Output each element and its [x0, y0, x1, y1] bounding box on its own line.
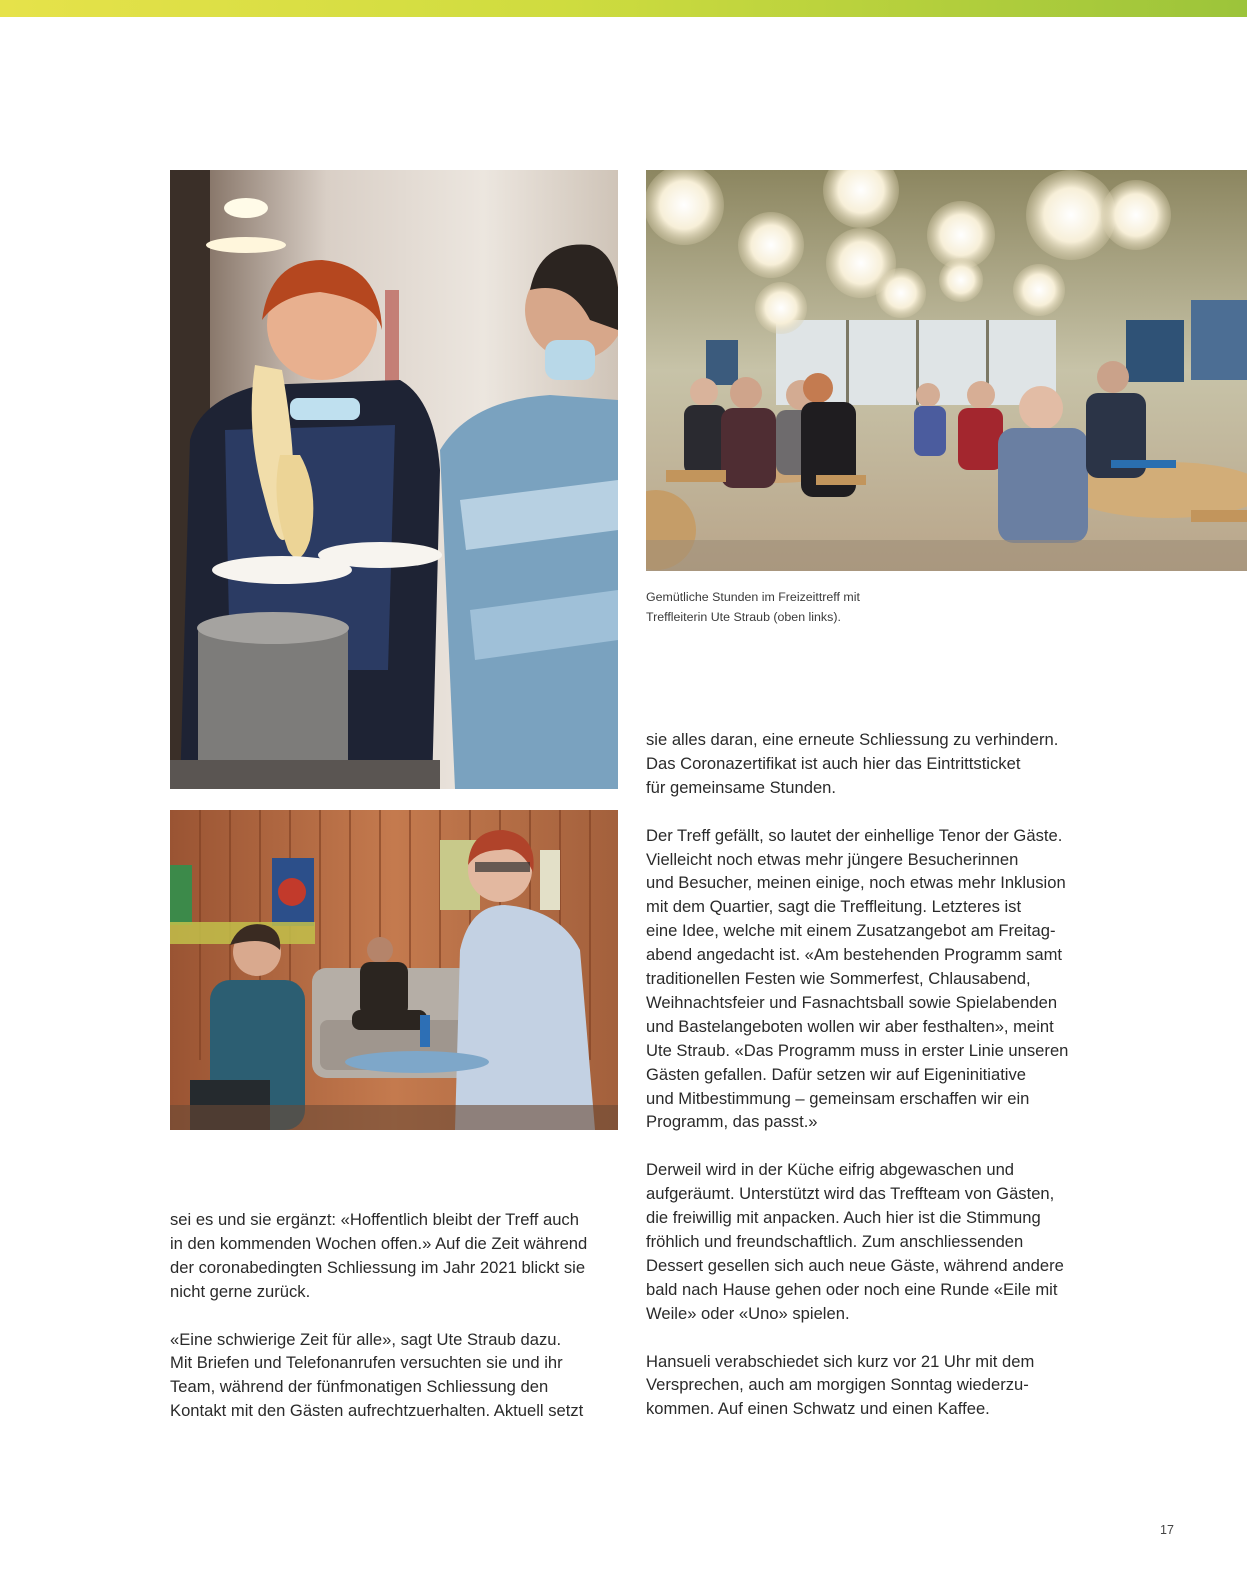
photo-spaghetti-serving — [170, 170, 618, 789]
text-line: Hansueli verabschiedet sich kurz vor 21 Uhr mit dem — [646, 1351, 1035, 1371]
text-line: Versprechen, auch am morgigen Sonntag wiederzu- — [646, 1375, 1029, 1395]
text-line: «Eine schwierige Zeit für alle», sagt Ute Straub dazu. — [170, 1329, 562, 1349]
caption-line: Gemütliche Stunden im Freizeittreff mit — [646, 590, 860, 604]
text-line: nicht gerne zurück. — [170, 1281, 311, 1301]
paragraph — [646, 1350, 1101, 1422]
text-line: Ute Straub. «Das Programm muss in erster Linie unseren — [646, 1040, 1069, 1060]
page-number: 17 — [1160, 1523, 1174, 1537]
text-line: sei es und sie ergänzt: «Hoffentlich bleibt der Treff auch — [170, 1210, 579, 1229]
photo-freizeittreff-room — [646, 170, 1247, 571]
text-line: kommen. Auf einen Schwatz und einen Kaffee. — [646, 1399, 990, 1419]
text-line: Das Coronazertifikat ist auch hier das Eintrittsticket — [646, 753, 1021, 773]
text-line: aufgeräumt. Unterstützt wird das Treffteam von Gästen, — [646, 1184, 1055, 1204]
text-line: in den kommenden Wochen offen.» Auf die Zeit während — [170, 1233, 588, 1253]
top-accent-bar — [0, 0, 1247, 17]
right-text-column — [646, 728, 1101, 1421]
text-line: die freiwillig mit anpacken. Auch hier ist die Stimmung — [646, 1208, 1041, 1228]
caption-line: Treffleiterin Ute Straub (oben links). — [646, 610, 841, 624]
paragraph — [646, 824, 1101, 1135]
text-line: traditionellen Festen wie Sommerfest, Chlausabend, — [646, 969, 1031, 989]
paragraph — [170, 1328, 622, 1424]
text-line: Programm, das passt.» — [646, 1112, 818, 1132]
text-line: Weile» oder «Uno» spielen. — [646, 1303, 850, 1323]
text-line: abend angedacht ist. «Am bestehenden Programm samt — [646, 945, 1063, 965]
text-line: eine Idee, welche mit einem Zusatzangebot am Freitag- — [646, 921, 1056, 941]
text-line: Vielleicht noch etwas mehr jüngere Besucherinnen — [646, 849, 1019, 869]
text-line: und Bastelangeboten wollen wir aber festhalten», meint — [646, 1016, 1054, 1036]
paragraph — [646, 728, 1101, 800]
text-line: Mit Briefen und Telefonanrufen versuchten sie und ihr — [170, 1353, 563, 1373]
text-line: für gemeinsame Stunden. — [646, 777, 837, 797]
text-line: und Mitbestimmung – gemeinsam erschaffen wir ein — [646, 1088, 1030, 1108]
photo-lounge-host — [170, 810, 618, 1130]
text-line: mit dem Quartier, sagt die Treffleitung. Letzteres ist — [646, 897, 1022, 917]
photo-caption — [646, 587, 946, 627]
text-line: Derweil wird in der Küche eifrig abgewaschen und — [646, 1160, 1015, 1180]
text-line: fröhlich und freundschaftlich. Zum anschliessenden — [646, 1232, 1024, 1251]
text-line: Weihnachtsfeier und Fasnachtsball sowie Spielabenden — [646, 992, 1058, 1012]
text-line: und Besucher, meinen einige, noch etwas mehr Inklusion — [646, 873, 1066, 893]
text-line: Dessert gesellen sich auch neue Gäste, während andere — [646, 1255, 1064, 1275]
text-line: Team, während der fünfmonatigen Schliessung den — [170, 1377, 549, 1397]
text-line: sie alles daran, eine erneute Schliessung zu verhindern. — [646, 730, 1059, 749]
paragraph — [170, 1208, 622, 1304]
text-line: Der Treff gefällt, so lautet der einhellige Tenor der Gäste. — [646, 825, 1063, 845]
text-line: Gästen gefallen. Dafür setzen wir auf Eigeninitiative — [646, 1064, 1027, 1084]
text-line: bald nach Hause gehen oder noch eine Runde «Eile mit — [646, 1279, 1058, 1299]
left-text-column — [170, 1208, 622, 1423]
text-line: Kontakt mit den Gästen aufrechtzuerhalten. Aktuell setzt — [170, 1401, 584, 1421]
text-line: der coronabedingten Schliessung im Jahr 2021 blickt sie — [170, 1257, 586, 1277]
paragraph — [646, 1158, 1101, 1325]
